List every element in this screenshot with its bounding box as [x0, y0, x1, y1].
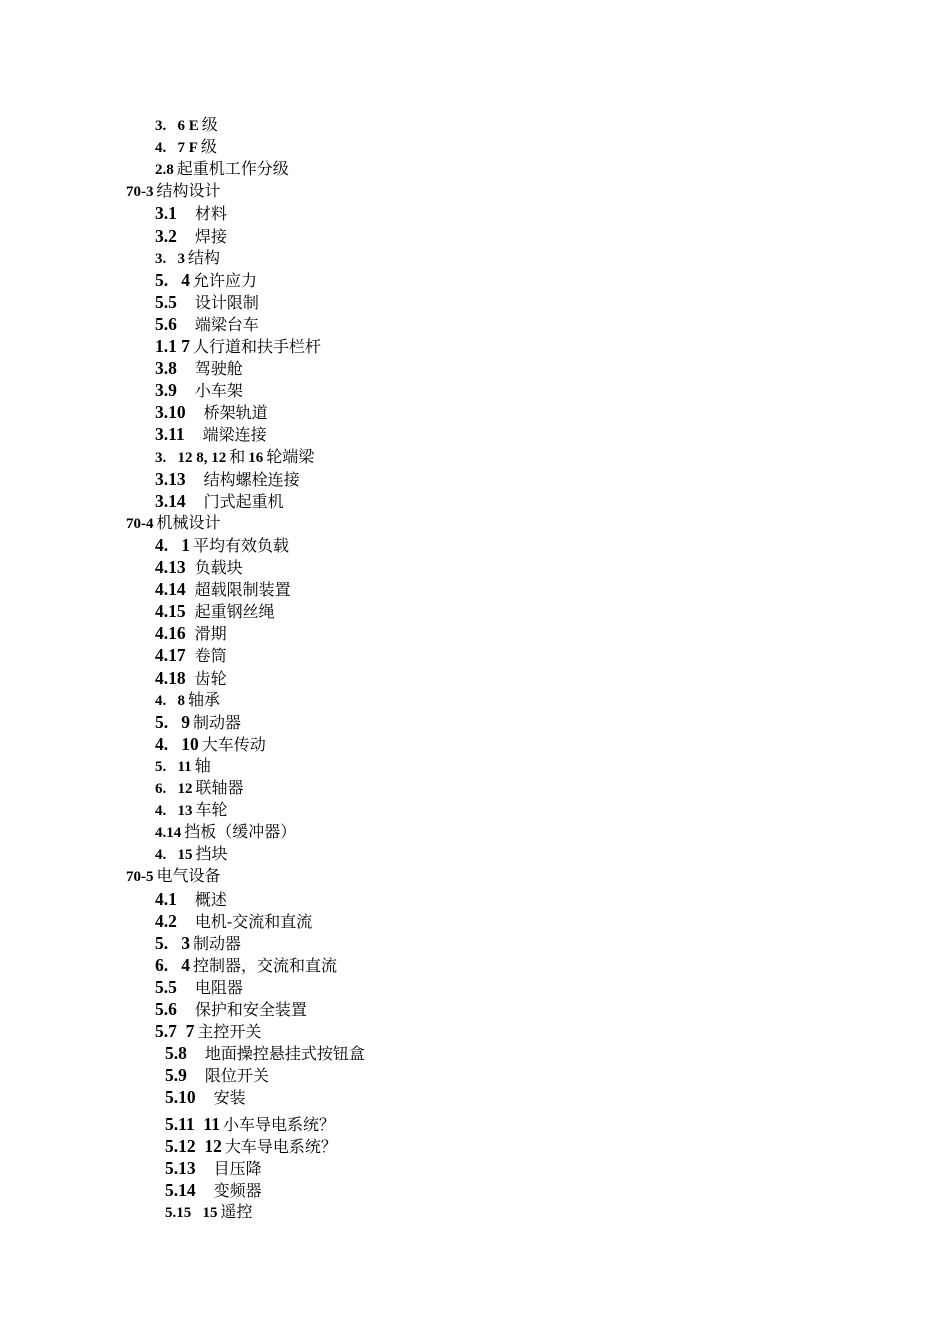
toc-entry — [165, 1064, 269, 1086]
toc-entry-title: 小车导电系统？ — [222, 1114, 335, 1134]
toc-entry — [126, 512, 221, 534]
toc-entry-title: 滑期 — [194, 624, 227, 644]
toc-entry-number: 5. 4 — [155, 269, 190, 290]
toc-entry-title: 主控开关 — [197, 1022, 262, 1042]
toc-entry — [155, 667, 227, 689]
toc-entry — [155, 777, 244, 799]
toc-entry-number: 5.8 — [165, 1043, 187, 1064]
toc-entry — [155, 1020, 261, 1042]
toc-entry-title: 桥架轨道 — [203, 403, 268, 423]
toc-entry-number: 3.1 — [155, 203, 177, 224]
toc-entry-number: 4.17 — [155, 645, 186, 666]
toc-entry-title: 小车架 — [194, 381, 243, 401]
toc-entry — [155, 158, 289, 180]
toc-entry — [155, 843, 228, 865]
toc-entry — [155, 799, 228, 821]
toc-entry-title: 和 — [229, 446, 246, 466]
toc-entry-number: 1.1 7 — [155, 336, 190, 356]
toc-entry-title: 电机-交流和直流 — [194, 911, 313, 931]
toc-entry-number: 4.2 — [155, 910, 177, 931]
toc-entry-title: 负载块 — [194, 558, 243, 577]
toc-entry-title: 电阻器 — [194, 977, 243, 997]
toc-entry — [155, 114, 218, 136]
toc-entry-number: 4.16 — [155, 623, 186, 644]
toc-entry-number: 2.8 — [155, 162, 174, 179]
toc-entry-number: 5.7 7 — [155, 1021, 195, 1042]
toc-entry-number: 4. 13 — [155, 803, 193, 820]
toc-entry-number: 5.15 15 — [165, 1204, 218, 1221]
toc-entry-title: 大车导电系统？ — [224, 1136, 337, 1156]
toc-entry — [165, 1201, 253, 1223]
toc-entry-title: 保护和安全装置 — [194, 1000, 307, 1019]
toc-entry-title: 制动器 — [193, 712, 242, 732]
toc-entry-number: 4. 15 — [155, 847, 193, 864]
toc-entry-title: 焊接 — [194, 226, 227, 246]
toc-entry-number: 3.9 — [155, 380, 177, 401]
toc-entry — [155, 291, 259, 313]
toc-entry-title: 机械设计 — [156, 512, 221, 532]
toc-entry — [155, 357, 243, 379]
toc-entry — [155, 423, 267, 445]
toc-entry — [165, 1042, 365, 1064]
toc-entry-number: 4.13 — [155, 557, 186, 577]
toc-entry-number: 4. 8 — [155, 692, 185, 709]
toc-entry-title: 车轮 — [195, 800, 228, 820]
toc-entry-number: 5.10 — [165, 1087, 196, 1108]
toc-entry-title: 轴 — [194, 755, 211, 775]
toc-entry-title: 结构设计 — [156, 181, 221, 201]
toc-entry-title: 挡板（缓冲器） — [184, 822, 297, 842]
toc-entry — [155, 600, 275, 622]
toc-entry-number: 4.14 — [155, 579, 186, 600]
toc-entry — [165, 1157, 262, 1179]
toc-entry-title: 超载限制装置 — [194, 580, 291, 600]
toc-entry-number: 5.9 — [165, 1065, 187, 1086]
toc-entry-number: 5.5 — [155, 976, 177, 997]
toc-entry-title: 门式起重机 — [203, 491, 284, 511]
toc-entry-number: 4.15 — [155, 601, 186, 622]
toc-entry — [155, 446, 314, 468]
toc-entry-number: 3.11 — [155, 424, 185, 445]
toc-entry-number: 3. 12 8, 12 — [155, 449, 227, 466]
toc-entry — [155, 644, 227, 666]
toc-entry-number: 4. 10 — [155, 733, 199, 754]
toc-entry-title: 平均有效负载 — [193, 535, 290, 555]
toc-entry-number: 3.10 — [155, 402, 186, 423]
toc-entry-title: 大车传动 — [201, 734, 266, 754]
toc-entry-title: 端梁台车 — [194, 314, 259, 334]
toc-entry-number: 3.14 — [155, 490, 186, 511]
toc-entry-number: 70-3 — [126, 184, 154, 201]
toc-entry — [155, 932, 241, 954]
toc-entry-number: 5.13 — [165, 1157, 196, 1178]
toc-entry-title: 结构 — [188, 247, 221, 267]
toc-entry-number: 5.12 12 — [165, 1135, 222, 1156]
toc-entry-number: 3.8 — [155, 358, 177, 379]
toc-entry — [155, 335, 321, 357]
toc-entry — [155, 136, 217, 158]
toc-entry — [155, 755, 211, 777]
toc-entry — [155, 269, 257, 291]
toc-entry-number: 4.18 — [155, 667, 186, 688]
toc-entry-title: 遥控 — [220, 1201, 253, 1221]
toc-entry — [155, 998, 307, 1020]
toc-entry — [155, 954, 337, 976]
toc-entry-number: 5. 9 — [155, 711, 190, 732]
toc-entry-title: 设计限制 — [194, 292, 259, 312]
toc-entry-number: 6. 12 — [155, 781, 193, 797]
toc-entry-title: 起重钢丝绳 — [194, 602, 275, 622]
toc-entry-number: 70-5 — [126, 869, 154, 886]
toc-entry — [155, 225, 227, 247]
toc-entry-number: 5.6 — [155, 313, 177, 334]
toc-entry-number: 70-4 — [126, 515, 154, 532]
toc-entry-number: 5.14 — [165, 1179, 196, 1200]
toc-entry — [155, 401, 268, 423]
toc-entry-number: 5. 11 — [155, 758, 192, 775]
toc-entry — [155, 711, 241, 733]
toc-entry — [155, 313, 259, 335]
toc-entry-title: 轮端梁 — [266, 446, 315, 466]
toc-entry-title: 挡块 — [195, 844, 228, 864]
toc-entry — [155, 689, 220, 711]
toc-entry — [165, 1135, 337, 1157]
toc-entry — [165, 1179, 262, 1201]
toc-entry — [165, 1086, 246, 1108]
toc-entry-title: 电气设备 — [156, 866, 221, 886]
toc-entry — [155, 202, 227, 224]
toc-entry-number: 5.5 — [155, 291, 177, 312]
toc-entry — [155, 622, 227, 644]
toc-entry-title: 卷筒 — [194, 646, 227, 666]
toc-entry-title: 级 — [200, 137, 217, 157]
toc-entry-number: 4. 7 F — [155, 140, 198, 157]
toc-entry — [155, 556, 243, 578]
toc-entry — [155, 578, 291, 600]
toc-entry — [155, 888, 227, 910]
toc-entry — [126, 865, 221, 887]
toc-entry — [126, 180, 221, 202]
toc-entry-title: 驾驶舱 — [194, 359, 243, 379]
toc-entry-number: 16 — [248, 449, 264, 466]
toc-entry — [155, 534, 289, 556]
toc-entry-number: 5. 3 — [155, 932, 190, 953]
toc-entry — [155, 733, 266, 755]
toc-entry-number: 3. 6 E — [155, 118, 199, 134]
toc-entry — [155, 821, 296, 843]
toc-entry-title: 轴承 — [188, 689, 221, 709]
toc-entry-title: 地面操控悬挂式按钮盒 — [204, 1044, 365, 1064]
toc-entry-number: 4.1 — [155, 888, 177, 909]
toc-entry-number: 5.6 — [155, 999, 177, 1019]
toc-entry — [155, 247, 220, 269]
toc-entry — [155, 490, 284, 512]
toc-entry-title: 变频器 — [213, 1180, 262, 1200]
toc-entry — [165, 1113, 335, 1135]
toc-entry — [155, 468, 300, 490]
toc-entry-title: 材料 — [194, 204, 227, 224]
toc-entry — [155, 910, 312, 932]
toc-entry-title: 级 — [201, 115, 218, 134]
toc-entry-number: 5.11 11 — [165, 1113, 220, 1134]
toc-entry — [155, 379, 243, 401]
toc-entry-title: 控制器，交流和直流 — [193, 955, 338, 975]
toc-entry-title: 制动器 — [193, 933, 242, 953]
toc-entry-title: 目压降 — [213, 1158, 262, 1178]
toc-entry-number: 4.14 — [155, 825, 182, 842]
toc-entry-number: 3.13 — [155, 468, 186, 489]
toc-entry-title: 端梁连接 — [202, 425, 267, 445]
toc-entry-title: 人行道和扶手栏杆 — [193, 337, 322, 356]
toc-entry-number: 3. 3 — [155, 250, 185, 267]
toc-entry-title: 结构螺栓连接 — [203, 469, 300, 489]
toc-entry-title: 允许应力 — [193, 270, 258, 290]
toc-entry-title: 起重机工作分级 — [176, 159, 289, 179]
toc-entry-title: 齿轮 — [194, 668, 227, 688]
toc-entry-title: 联轴器 — [195, 778, 244, 797]
toc-entry-number: 4. 1 — [155, 534, 190, 555]
toc-entry — [155, 976, 243, 998]
toc-entry-title: 限位开关 — [204, 1066, 269, 1086]
toc-entry-number: 6. 4 — [155, 954, 190, 975]
toc-entry-number: 3.2 — [155, 225, 177, 246]
toc-entry-title: 安装 — [213, 1088, 246, 1108]
toc-entry-title: 概述 — [194, 889, 227, 909]
